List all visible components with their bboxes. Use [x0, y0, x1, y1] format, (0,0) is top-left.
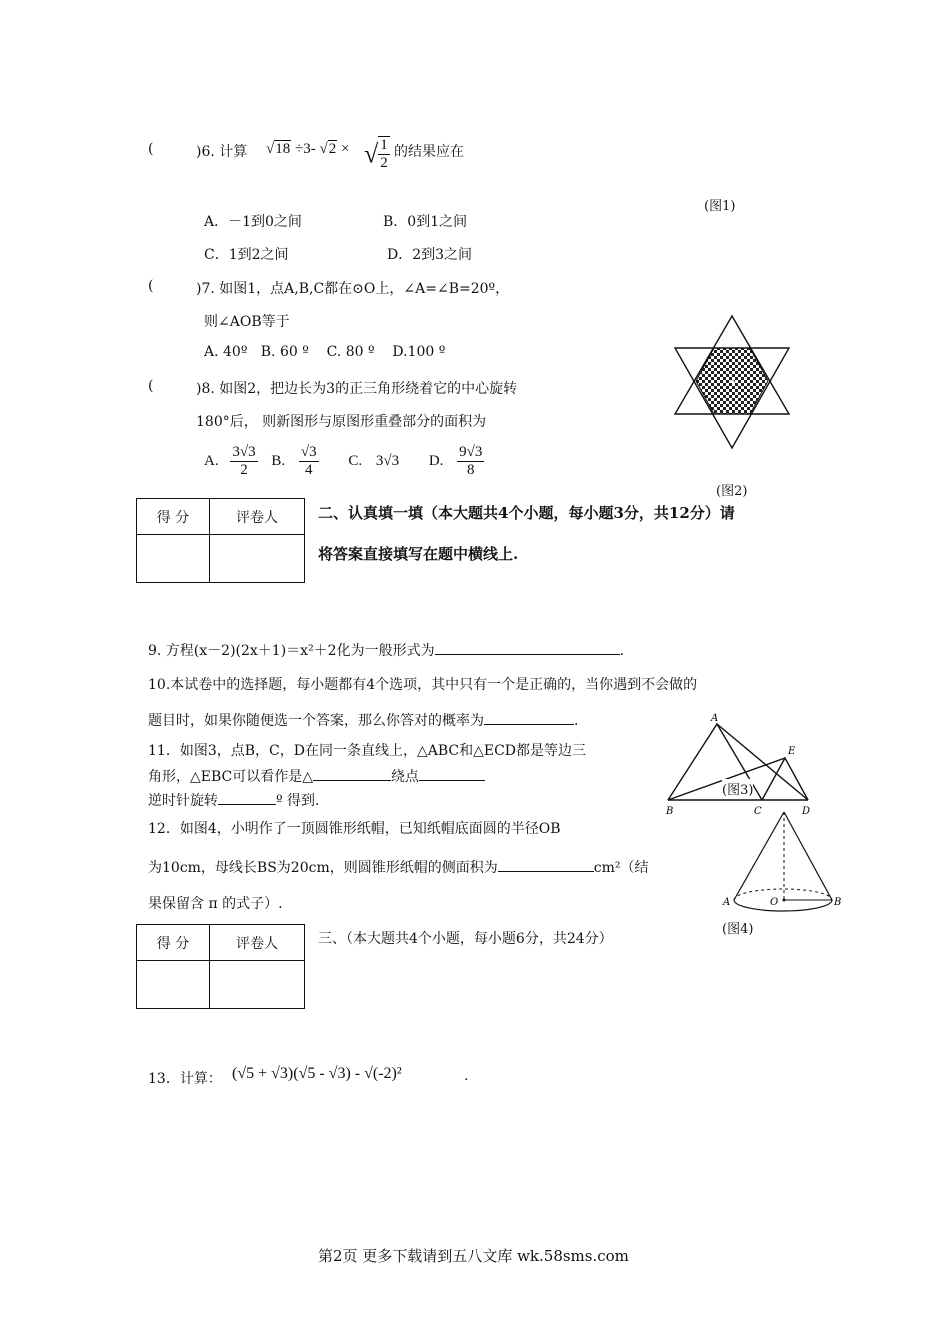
- q6-option-a: A．－1到0之间: [204, 214, 302, 230]
- q12-line3: 果保留含 π 的式子）.: [148, 896, 283, 912]
- fig3-caption: (图3): [722, 779, 753, 798]
- q6-times: ×: [340, 141, 350, 157]
- q10-end: .: [574, 713, 579, 729]
- q8-opt-b-den: 4: [304, 462, 313, 479]
- q11-line3a: 逆时针旋转: [148, 793, 218, 809]
- q6-tail: 的结果应在: [394, 144, 464, 160]
- q8-paren: (: [148, 378, 154, 394]
- q12-line2a: 为10cm，母线长BS为20cm，则圆锥形纸帽的侧面积为: [148, 860, 498, 876]
- q8-opt-c-label: C.: [348, 453, 363, 470]
- q9-line: [148, 640, 624, 660]
- score-table-1: [136, 498, 305, 583]
- q6-option-c: C．1到2之间: [204, 247, 289, 263]
- fig4-caption: (图4): [722, 922, 754, 937]
- score-header-grader: 评卷人: [210, 499, 305, 535]
- q11-line2a: 角形，△EBC可以看作是△: [148, 769, 314, 785]
- q6-expression: √18 ÷3- √2 ×: [266, 141, 350, 157]
- q8-opt-a-num: 3√3: [230, 444, 257, 462]
- fig3-label-b: B: [666, 806, 674, 817]
- fig2-caption: (图2): [716, 484, 748, 499]
- q9-text: 9. 方程(x－2)(2x＋1)＝x²＋2化为一般形式为: [148, 643, 435, 659]
- q11-line1: 11．如图3，点B，C，D在同一条直线上，△ABC和△ECD都是等边三: [148, 743, 587, 759]
- q8-options: [204, 444, 484, 480]
- score-cell-score[interactable]: [137, 535, 210, 583]
- q12-answer-blank[interactable]: [498, 857, 594, 872]
- q12-line2b: cm²（结: [593, 860, 649, 876]
- section2-line2: 将答案直接填写在题中横线上.: [318, 545, 519, 563]
- q8-opt-b-label: B.: [271, 453, 286, 470]
- q8-opt-d-den: 8: [467, 462, 475, 479]
- q7-paren: (: [148, 278, 154, 294]
- page-footer: 第2页 更多下载请到五八文库 wk.58sms.com: [318, 1247, 629, 1265]
- q13-end: .: [464, 1068, 469, 1084]
- q8-opt-d-label: D.: [428, 453, 444, 470]
- fig2-hexagram: [672, 314, 792, 454]
- q11-line3b: º 得到.: [276, 793, 320, 809]
- q11-line2-wrap: [148, 766, 485, 786]
- q8-opt-b-num: √3: [299, 444, 319, 462]
- q8-line1: )8. 如图2，把边长为3的正三角形绕着它的中心旋转: [196, 381, 518, 397]
- q6-option-d: D．2到3之间: [387, 247, 473, 263]
- q10-answer-blank[interactable]: [484, 710, 574, 725]
- q11-line2b: 绕点: [391, 769, 420, 785]
- q12-line1: 12．如图4，小明作了一顶圆锥形纸帽，已知纸帽底面圆的半径OB: [148, 821, 561, 837]
- q7-line2: 则∠AOB等于: [204, 314, 290, 330]
- q10-line1: 10.本试卷中的选择题，每小题都有4个选项，其中只有一个是正确的，当你遇到不会做的: [148, 677, 698, 693]
- q10-line2-wrap: [148, 710, 578, 730]
- q13-label: 13．计算：: [148, 1071, 222, 1087]
- q7-options: A. 40º B. 60 º C. 80 º D.100 º: [204, 344, 446, 360]
- q6-paren: (: [148, 141, 154, 157]
- q6-rad-a: 18: [275, 141, 291, 157]
- score-header-score: 得 分: [137, 499, 210, 535]
- q6-sqrt-frac: √ $\frac{1}{2}$: [364, 137, 388, 172]
- fig4-label-o: O: [770, 897, 779, 908]
- fig4-label-b: B: [834, 897, 842, 908]
- fig3-triangles: [664, 712, 814, 822]
- q7-line1: )7. 如图1，点A,B,C都在⊙O上，∠A=∠B=20º，: [196, 281, 510, 297]
- score-table-2: [136, 924, 305, 1009]
- q11-line3-wrap: [148, 790, 319, 810]
- score-header-grader-2: 评卷人: [210, 925, 305, 961]
- fig3-label-c: C: [754, 806, 762, 817]
- q11-triangle-blank[interactable]: [313, 766, 391, 781]
- q9-end: .: [619, 643, 625, 659]
- section3-title: 三、（本大题共4个小题，每小题6分，共24分）: [318, 931, 613, 947]
- q6-div: ÷3-: [294, 141, 316, 157]
- svg-text:+: +: [728, 375, 739, 389]
- q11-point-blank[interactable]: [419, 766, 485, 781]
- q13-expression: (√5 + √3)(√5 - √3) - √(-2)²: [232, 1065, 402, 1082]
- score-cell-grader[interactable]: [210, 535, 305, 583]
- q6-option-b: B．0到1之间: [383, 214, 468, 230]
- q8-opt-c-value: 3√3: [375, 453, 400, 470]
- q6-rad-b: 2: [328, 141, 337, 157]
- fig4-label-a: A: [723, 897, 731, 908]
- score-cell-grader-2[interactable]: [210, 961, 305, 1009]
- fig3-label-e: E: [788, 746, 796, 757]
- q6-frac-den: 2: [380, 155, 388, 172]
- q8-opt-a-den: 2: [240, 462, 248, 479]
- q8-opt-a-label: A.: [204, 453, 219, 470]
- section2-line1: 二、认真填一填（本大题共4个小题，每小题3分，共12分）请: [318, 504, 735, 522]
- q9-answer-blank[interactable]: [435, 640, 620, 655]
- score-header-score-2: 得 分: [137, 925, 210, 961]
- score-cell-score-2[interactable]: [137, 961, 210, 1009]
- fig3-label-a: A: [711, 713, 719, 724]
- q6-label: )6. 计算: [196, 144, 248, 160]
- q8-line2: 180°后， 则新图形与原图形重叠部分的面积为: [196, 414, 487, 430]
- fig1-caption: (图1): [704, 199, 736, 214]
- fig4-cone: [720, 808, 850, 918]
- q11-angle-blank[interactable]: [218, 790, 276, 805]
- q8-opt-d-num: 9√3: [457, 444, 484, 462]
- fig3-label-d: D: [802, 806, 811, 817]
- q10-line2: 题目时，如果你随便选一个答案，那么你答对的概率为: [148, 713, 484, 729]
- q6-frac-num: 1: [378, 137, 390, 155]
- q12-line2-wrap: [148, 857, 648, 877]
